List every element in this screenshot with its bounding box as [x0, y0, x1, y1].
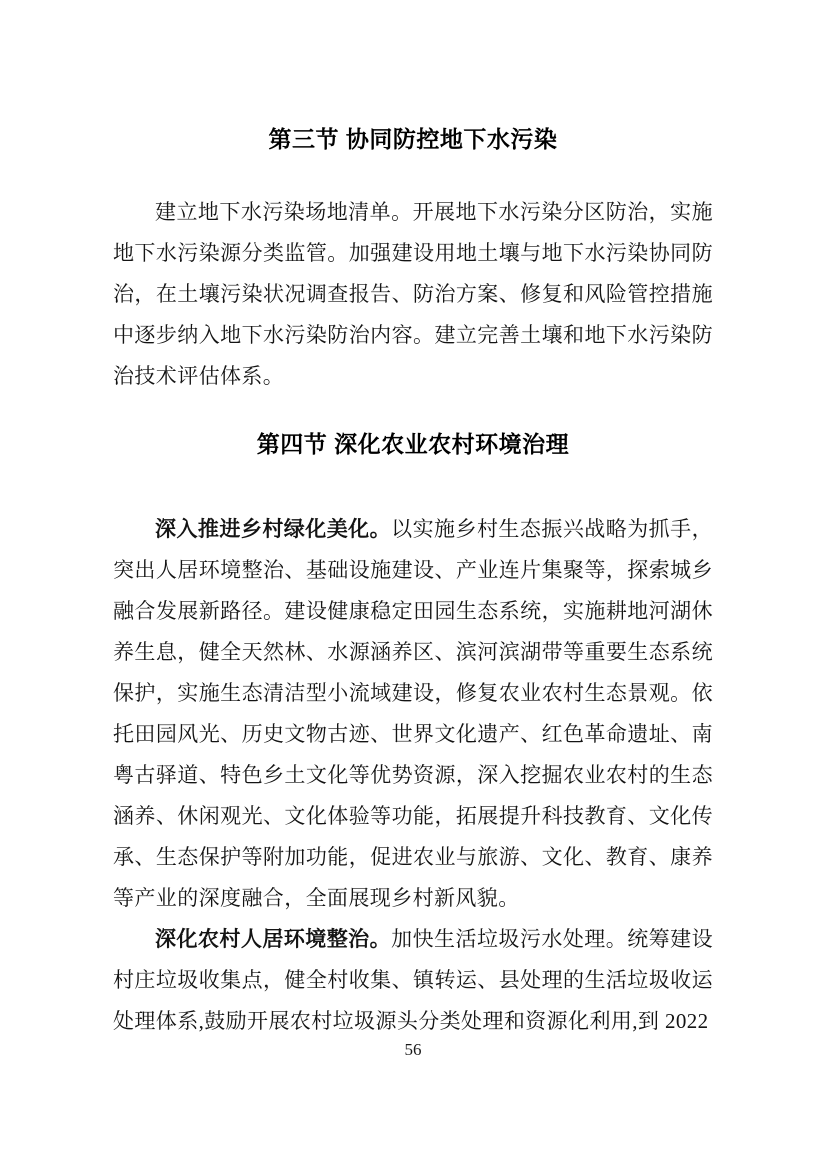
- paragraph-rural-greening: [113, 509, 713, 919]
- section-heading-4: 第四节 深化农业农村环境治理: [256, 431, 570, 457]
- paragraph-text: 建立地下水污染场地清单。开展地下水污染分区防治，实施地下水污染源分类监管。加强建设用地土壤与地下水污染协同防治，在土壤污染状况调查报告、防治方案、修复和风险管控措施中逐步纳入地下水污染防治内容。建立完善土壤和地下水污染防治技术评估体系。: [113, 200, 713, 388]
- paragraph-text: 以实施乡村生态振兴战略为抓手，突出人居环境整治、基础设施建设、产业连片集聚等，探索城乡融合发展新路径。建设健康稳定田园生态系统，实施耕地河湖休养生息，健全天然林、水源涵养区、滨河滨湖带等重要生态系统保护，实施生态清洁型小流域建设，修复农业农村生态景观。依托田园风光、历史文物古迹、世界文化遗产、红色革命遗址、南粤古驿道、特色乡土文化等优势资源，深入挖掘农业农村的生态涵养、休闲观光、文化体验等功能，拓展提升科技教育、文化传承、生态保护等附加功能，促进农业与旅游、文化、教育、康养等产业的深度融合，全面展现乡村新风貌。: [113, 517, 714, 910]
- paragraph-lead: 深化农村人居环境整治。: [155, 927, 392, 951]
- paragraph-lead: 深入推进乡村绿化美化。: [155, 517, 392, 541]
- section-heading-3: 第三节 协同防控地下水污染: [268, 126, 558, 152]
- page-number: 56: [404, 1040, 422, 1059]
- paragraph-rural-living-environment: [113, 919, 713, 1042]
- paragraph-text: 加快生活垃圾污水处理。统筹建设村庄垃圾收集点，健全村收集、镇转运、县处理的生活垃圾收运处理体系,鼓励开展农村垃圾源头分类处理和资源化利用,到 2022: [113, 927, 714, 1033]
- paragraph-groundwater: [113, 192, 713, 397]
- page-content: [113, 120, 713, 1042]
